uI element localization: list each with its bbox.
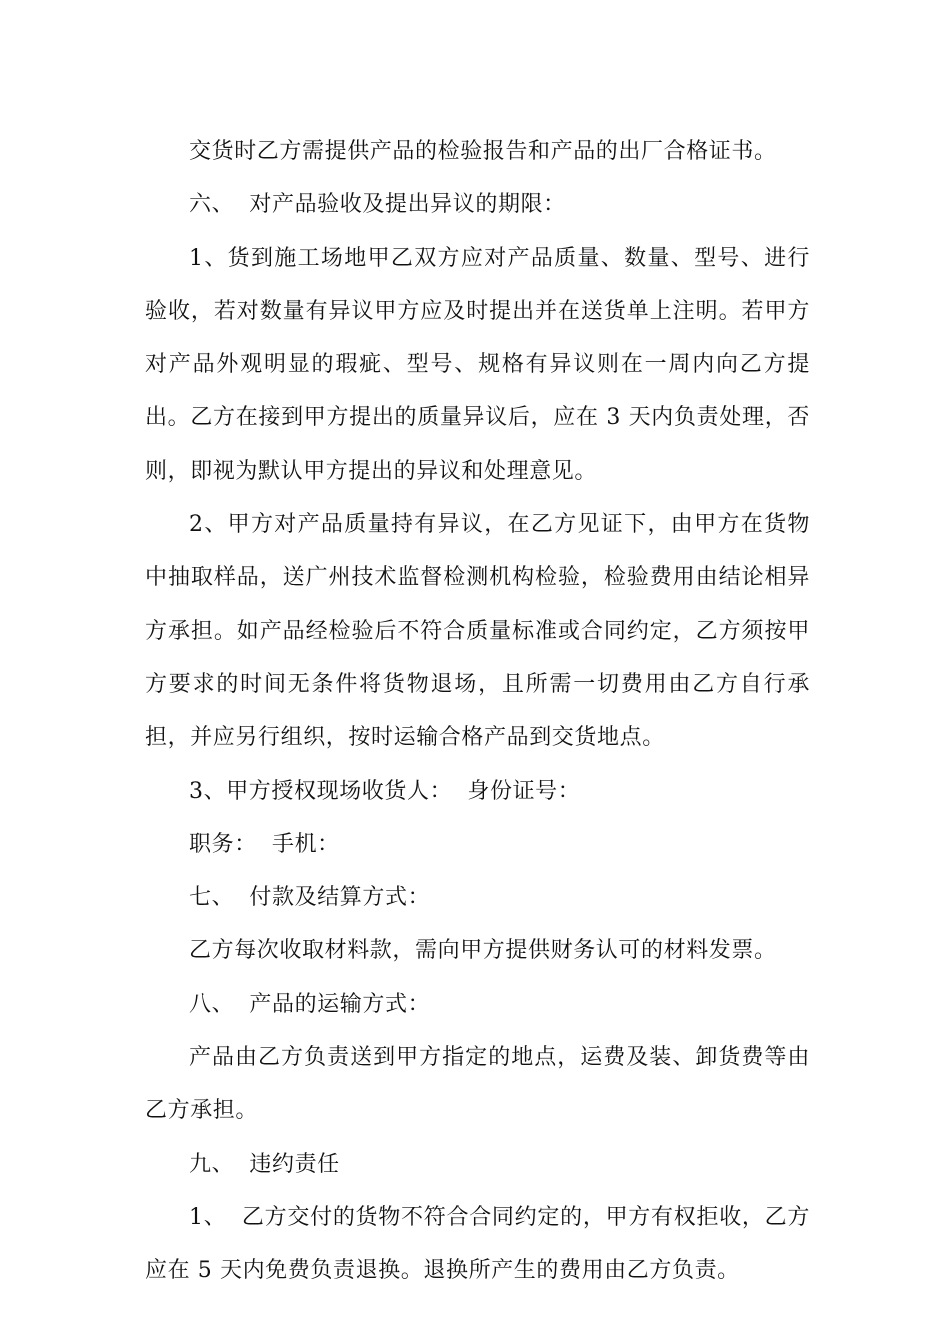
paragraph-9-1: 1、 乙方交付的货物不符合合同约定的，甲方有权拒收，乙方应在 5 天内免费负责退换。退换所产生的费用由乙方负责。 <box>145 1204 810 1284</box>
paragraph-7-1: 乙方每次收取材料款，需向甲方提供财务认可的材料发票。 <box>189 938 777 964</box>
heading-section-6: 六、 对产品验收及提出异议的期限： <box>189 192 566 218</box>
paragraph-6-1: 1、货到施工场地甲乙双方应对产品质量、数量、型号、进行验收，若对数量有异议甲方应及时提出并在送货单上注明。若甲方对产品外观明显的瑕疵、型号、规格有异议则在一周内向乙方提出。乙方在接到甲方提出的质量异议后，应在 3 天内负责处理，否则，即视为默认甲方提出的异议和处理意见。 <box>145 245 810 484</box>
heading-section-8: 八、 产品的运输方式： <box>189 991 431 1017</box>
paragraph-8-1: 产品由乙方负责送到甲方指定的地点，运费及装、卸货费等由乙方承担。 <box>145 1045 810 1124</box>
heading-section-9: 九、 违约责任 <box>189 1151 340 1177</box>
paragraph-delivery-docs: 交货时乙方需提供产品的检验报告和产品的出厂合格证书。 <box>189 139 777 164</box>
paragraph-position-phone: 职务： 手机： <box>189 831 340 857</box>
paragraph-6-2: 2、甲方对产品质量持有异议，在乙方见证下，由甲方在货物中抽取样品，送广州技术监督检测机构检验，检验费用由结论相异方承担。如产品经检验后不符合质量标准或合同约定，乙方须按甲方要求的时间无条件将货物退场，且所需一切费用由乙方自行承担，并应另行组织，按时运输合格产品到交货地点。 <box>145 512 810 751</box>
document-body <box>145 125 810 1298</box>
heading-section-7: 七、 付款及结算方式： <box>189 885 431 911</box>
paragraph-6-3: 3、甲方授权现场收货人： 身份证号： <box>189 778 581 804</box>
